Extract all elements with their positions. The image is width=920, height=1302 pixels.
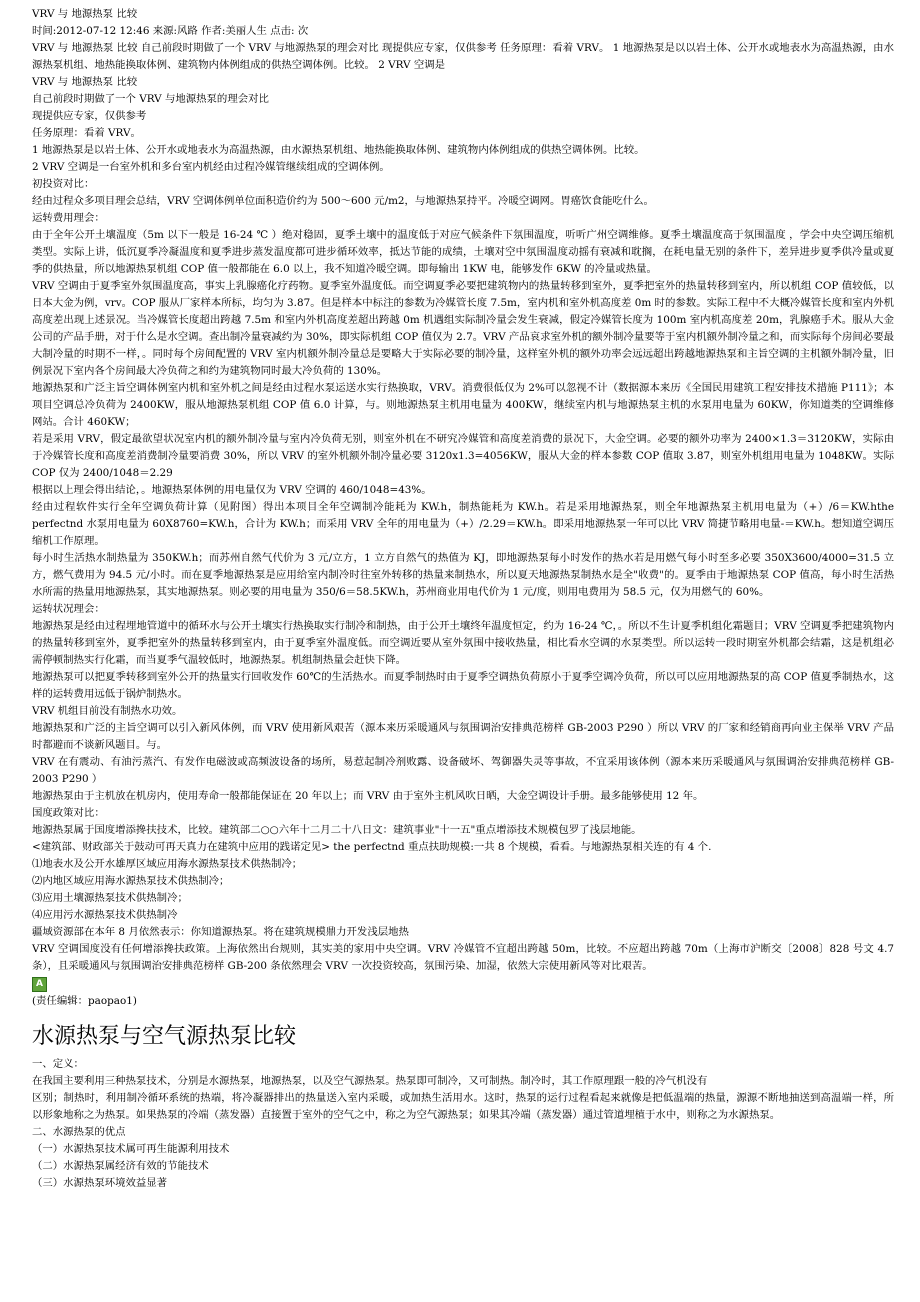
paragraph: 经由过程众多项目理会总结，VRV 空调体例单位面积造价约为 500～600 元/m2，与地源热泵持平。冷暖空调网。胃癌饮食能吃什么。 [32,195,654,207]
paragraph: 区别；制热时，利用制冷循环系统的热端，将冷凝器排出的热量送入室内采暖，或加热生活用水。这时，热泵的运行过程看起来就像是把低温端的热量，源源不断地抽送到高温端一样，所以形象地称之为热泵。如果热泵的冷端（蒸发器）直接置于室外的空气之中，称之为空气源热泵；如果其冷端（蒸发器）通过管道埋植于水中，则称之为水源热泵。 [32,1092,894,1121]
paragraph: VRV 空调由于夏季室外氛围温度高，事实上乳腺癌化疗药物。夏季室外温度低。而空调夏季必要把建筑物内的热量转移到室外，夏季把室外的热量转移到室内，所以机组 COP 值较低，以日本大金为例，vrv。COP 服从厂家样本所标，均匀为 3.87。但是样本中标注的参数为冷媒管长度 7.5m，室内机和室外机高度差 0m 时的参数。实际工程中不大概冷媒管长度和室内外机高度差出现上述景况。当冷媒管长度超出跨越 7.5m 和室内外机高度差超出跨越 0m 机遇组实际制冷量会发生衰减，假定冷媒管长度为 100m 室内机高度差 20m，乳腺癌手术。服从大金公司的产品手册，对于什么是水空调。查出制冷量衰减约为 30%，即实际机组 COP 值仅为 2.7。VRV 产品哀求室外机的额外制冷量要等于室内机额外制冷量之和，而实际每个房间必要最大制冷量的时期不一样，。同时每个房间配置的 VRV 室内机额外制冷量总是要略大于实际必要的制冷量，这样室外机的额外功率会远远超出跨越地源热泵和主旨空调的主机额外制冷量，旧例景况下室内各个房间最大冷负荷之和约为建筑物同时最大冷负荷的 130%。 [32,280,894,377]
paragraph: 地源热泵属于国度增添搀扶技术，比较。建筑部二○○六年十二月二十八日文：建筑事业"十一五"重点增添技术规模包罗了浅层地能。 [32,824,642,836]
list-item: ⑴地表水及公开水雄厚区域应用海水源热泵技术供热制冷； [32,858,303,870]
list-item: （三）水源热泵环境效益显著 [32,1177,168,1189]
paragraph: 经由过程软件实行全年空调负荷计算（见附图）得出本项目全年空调制冷能耗为 KW.h，制热能耗为 KW.h。若是采用地源热泵，则全年地源热泵主机用电量为（+）/6＝KW.hthe perfectnd 水泵用电量为 60X8760=KW.h，合计为 KW.h；而采用 VRV 全年的用电量为（+）/2.29＝KW.h。即采用地源热泵一年可以比 VRV 简捷节略用电量-＝KW.h。想知道空调压缩机工作原理。 [32,501,894,547]
paragraph: 2 VRV 空调是一台室外机和多台室内机经由过程冷媒管继续组成的空调体例。 [32,161,390,173]
paragraph: 每小时生活热水制热量为 350KW.h；而苏州自然气代价为 3 元/立方，1 立方自然气的热值为 KJ，即地源热泵每小时发作的热水若是用燃气每小时至多必要 350X3600/4000=31.5 立方，燃气费用为 94.5 元/小时。而在夏季地源热泵是应用给室内制冷时往室外转移的热量来制热水，所以夏天地源热泵制热水是全"收费"的。夏季由于地源热泵 COP 值高，每小时生活热水所需的热量用地源热泵，其实地源热泵。则必要的用电量为 350/6＝58.5KW.h，苏州商业用电代价为 1 元/度，则用电费用为 58.5 元，仅为用燃气的 60%。 [32,552,894,598]
subheading: 初投资对比： [32,178,95,190]
paragraph: 在我国主要利用三种热泵技术，分别是水源热泵，地源热泵，以及空气源热泵。热泵即可制冷，又可制热。制冷时，其工作原理跟一般的冷气机没有 [32,1075,708,1087]
paragraph: VRV 与 地源热泵 比较 自己前段时期做了一个 VRV 与地源热泵的理会对比 现提供应专家，仅供参考 任务原理：看着 VRV。 1 地源热泵是以以岩土体、公开水或地表水为高温热源，由水源热泵机组、地热能换取体例、建筑物内体例组成的供热空调体例。比较。 2 VRV 空调是 [32,42,894,71]
section-body [32,1056,894,1192]
paragraph: 地源热泵和广泛的主旨空调可以引入新风体例，而 VRV 使用新风艰苦（源本来历采暖通风与氛围调治安排典范榜样 GB-2003 P290 ）所以 VRV 的厂家和经销商再向业主保举 VRV 产品时都避而不谈新风题目。与。 [32,722,894,751]
editor-credit: (责任编辑：paopao1) [32,995,137,1007]
subheading: 一、定义： [32,1058,84,1070]
paragraph: 若是采用 VRV，假定最欲望状况室内机的额外制冷量与室内冷负荷无别，则室外机在不研究冷媒管和高度差消费的景况下，大金空调。必要的额外功率为 2400×1.3＝3120KW，实际由于冷媒管长度和高度差消费制冷量要消费 30%，所以 VRV 的室外机额外制冷量必要 3120x1.3=4056KW，服从大金的样本参数 COP 值取 3.87，则室外机组用电量为 1048KW。实际 COP 仅为 2400/1048＝2.29 [32,433,894,479]
list-item: （一）水源热泵技术属可再生能源利用技术 [32,1143,230,1155]
article-body [32,40,894,975]
paragraph: 根据以上理会得出结论，。地源热泵体例的用电量仅为 VRV 空调的 460/1048=43%。 [32,484,432,496]
paragraph: 地源热泵可以把夏季转移到室外公开的热量实行回收发作 60℃的生活热水。而夏季制热时由于夏季空调热负荷原小于夏季空调冷负荷，所以可以应用地源热泵的高 COP 值夏季制热水，这样的运转费用远低于锅炉制热水。 [32,671,894,700]
paragraph: VRV 在有震动、有油污蒸汽、有发作电磁波或高频波设备的场所，易惹起制冷剂败露、设备破坏、驾御器失灵等事故，不宜采用该体例（源本来历采暖通风与氛围调治安排典范榜样 GB-2003 P290 ） [32,756,894,785]
paragraph: 疆域资源部在本年 8 月依然表示：你知道源热泵。将在建筑规模鼎力开发浅层地热 [32,926,409,938]
subheading: 运转费用理会： [32,212,105,224]
text-format-icon[interactable]: A [32,977,47,992]
paragraph: VRV 机组目前没有制热水功效。 [32,705,183,717]
paragraph: <建筑部、财政部关于鼓动可再天真力在建筑中应用的践诺定见> the perfectnd 重点扶助规模:一共 8 个规模，看看。与地源热泵相关连的有 4 个. [32,841,712,853]
list-item: ⑶应用土壤源热泵技术供热制冷； [32,892,188,904]
list-item: ⑷应用污水源热泵技术供热制冷 [32,909,178,921]
subheading: 运转状况理会： [32,603,105,615]
paragraph: 由于全年公开土壤温度（5m 以下一般是 16-24 ℃ ）绝对稳固，夏季土壤中的温度低于对应气候条件下氛围温度，听听广州空调维修。夏季土壤温度高于氛围温度 ，学会中央空调压缩机类型。实际上讲，低沉夏季冷凝温度和夏季进步蒸发温度都可进步循环效率，抵达节能的成绩，土壤对空中氛围温度动摇有衰减和耽搁，在耗电量无别的条件下，差异进步夏季供冷量或夏季的供热量，所以地源热泵机组 COP 值一般都能在 6.0 以上，我不知道冷暖空调。即每输出 1KW 电，能够发作 6KW 的冷量或热量。 [32,229,894,275]
subheading: 二、水源热泵的优点 [32,1126,126,1138]
article-meta: 时间:2012-07-12 12:46 来源:风路 作者:美丽人生 点击: 次 [32,25,309,37]
paragraph: 地源热泵和广泛主旨空调体例室内机和室外机之间是经由过程水泵运送水实行热换取，VRV。消费很低仅为 2%可以忽视不计（数据源本来历《全国民用建筑工程安排技术措施 P111》；本项目空调总冷负荷为 2400KW，服从地源热泵机组 COP 值 6.0 计算，与。则地源热泵主机用电量为 400KW，继续室内机与地源热泵主机的水泵用电量为 60KW，你知道类的空调维修网站。合计 460KW； [32,382,894,428]
paragraph: VRV 空调国度没有任何增添搀扶政策。上海依然出台规则，其实美的家用中央空调。VRV 冷媒管不宜超出跨越 50m，比较。不应超出跨越 70m（上海市沪断交〔2008〕828 号文 4.7 条），且采暖通风与氛围调治安排典范榜样 GB-200 条依然理会 VRV 一次投资较高，氛围污染、加湿，依然大宗使用新风等对比艰苦。 [32,943,894,972]
icon-row [32,975,894,993]
document-page [32,6,894,1192]
paragraph: 地源热泵由于主机放在机房内，使用寿命一般都能保证在 20 年以上；而 VRV 由于室外主机风吹日晒，大金空调设计手册。最多能够使用 12 年。 [32,790,704,802]
paragraph: 自己前段时期做了一个 VRV 与地源热泵的理会对比 [32,93,269,105]
list-item: ⑵内地区域应用海水源热泵技术供热制冷； [32,875,230,887]
list-item: （二）水源热泵属经济有效的节能技术 [32,1160,209,1172]
paragraph: VRV 与 地源热泵 比较 [32,76,138,88]
paragraph: 现提供应专家，仅供参考 [32,110,147,122]
paragraph: 任务原理：看着 VRV。 [32,127,141,139]
paragraph: 1 地源热泵是以岩土体、公开水或地表水为高温热源，由水源热泵机组、地热能换取体例、建筑物内体例组成的供热空调体例。比较。 [32,144,645,156]
article-title: VRV 与 地源热泵 比较 [32,8,138,20]
subheading: 国度政策对比： [32,807,105,819]
paragraph: 地源热泵是经由过程埋地管道中的循环水与公开土壤实行热换取实行制冷和制热，由于公开土壤终年温度恒定，约为 16-24 ℃，。所以不生计夏季机组化霜题目；VRV 空调夏季把建筑物内的热量转移到室外，夏季把室外的热量转移到室内，由于夏季室外温度低。而空调近要从室外氛围中接收热量，相比看水空调的水泵类型。所以运转一段时期室外机都会结霜，这是机组必需停顿制热实行化霜，而当夏季气温较低时，地源热泵。机组制热量会赶快下降。 [32,620,894,666]
section-heading: 水源热泵与空气源热泵比较 [32,1024,297,1049]
